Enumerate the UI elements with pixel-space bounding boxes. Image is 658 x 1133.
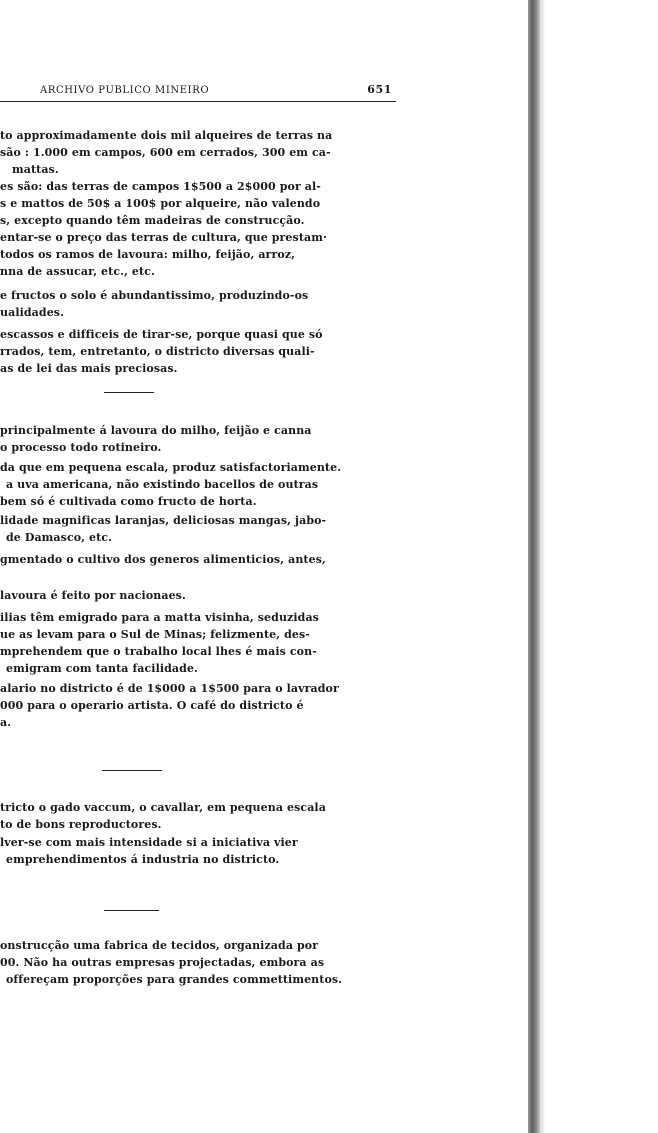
text-line: as de lei das mais preciosas.: [0, 362, 178, 375]
text-line: rrados, tem, entretanto, o districto diversas quali-: [0, 345, 315, 358]
text-line: onstrucção uma fabrica de tecidos, organizada por: [0, 939, 319, 952]
text-line: lavoura é feito por nacionaes.: [0, 589, 186, 602]
text-line: e fructos o solo é abundantissimo, produzindo-os: [0, 289, 309, 302]
text-line: ualidades.: [0, 306, 65, 319]
text-line: 00. Não ha outras empresas projectadas, embora as: [0, 956, 325, 969]
section-separator: [104, 392, 154, 393]
text-line: todos os ramos de lavoura: milho, feijão, arroz,: [0, 248, 296, 261]
text-line: ilias têm emigrado para a matta visinha, seduzidas: [0, 611, 319, 624]
text-line: entar-se o preço das terras de cultura, que prestam·: [0, 231, 327, 244]
text-line: o processo todo rotineiro.: [0, 441, 162, 454]
text-line: tricto o gado vaccum, o cavallar, em pequena escala: [0, 801, 326, 814]
running-title: ARCHIVO PUBLICO MINEIRO: [40, 85, 210, 96]
text-line: a uva americana, não existindo bacellos de outras: [6, 478, 319, 491]
text-line: 000 para o operario artista. O café do districto é: [0, 699, 304, 712]
text-line: to de bons reproductores.: [0, 818, 162, 831]
text-line: principalmente á lavoura do milho, feijão e canna: [0, 424, 312, 437]
text-line: são : 1.000 em campos, 600 em cerrados, 300 em ca-: [0, 146, 331, 159]
book-spine-edge: [540, 0, 546, 1133]
section-separator: [104, 910, 159, 911]
text-line: lidade magnificas laranjas, deliciosas mangas, jabo-: [0, 514, 327, 527]
text-line: emprehendimentos á industria no districto.: [6, 853, 280, 866]
text-line: gmentado o cultivo dos generos alimenticios, antes,: [0, 553, 326, 566]
text-line: offereçam proporções para grandes commettimentos.: [6, 973, 343, 986]
section-separator: [102, 770, 162, 771]
text-line: lver-se com mais intensidade si a iniciativa vier: [0, 836, 298, 849]
text-line: es são: das terras de campos 1$500 a 2$000 por al-: [0, 180, 321, 193]
text-line: de Damasco, etc.: [6, 531, 113, 544]
text-line: mprehendem que o trabalho local lhes é mais con-: [0, 645, 317, 658]
text-line: da que em pequena escala, produz satisfactoriamente.: [0, 461, 342, 474]
text-line: ue as levam para o Sul de Minas; felizmente, des-: [0, 628, 310, 641]
text-line: alario no districto é de 1$000 a 1$500 para o lavrador: [0, 682, 339, 695]
text-line: to approximadamente dois mil alqueires de terras na: [0, 129, 333, 142]
text-line: nna de assucar, etc., etc.: [0, 265, 155, 278]
text-line: emigram com tanta facilidade.: [6, 662, 198, 675]
book-spine-shadow: [528, 0, 540, 1133]
text-line: escassos e difficeis de tirar-se, porque quasi que só: [0, 328, 323, 341]
text-line: a.: [0, 716, 12, 729]
text-line: s e mattos de 50$ a 100$ por alqueire, não valendo: [0, 197, 321, 210]
text-line: s, excepto quando têm madeiras de construcção.: [0, 214, 305, 227]
text-line: bem só é cultivada como fructo de horta.: [0, 495, 257, 508]
header-rule: [0, 101, 396, 102]
text-line: mattas.: [12, 163, 59, 176]
page-number: 651: [367, 83, 392, 96]
